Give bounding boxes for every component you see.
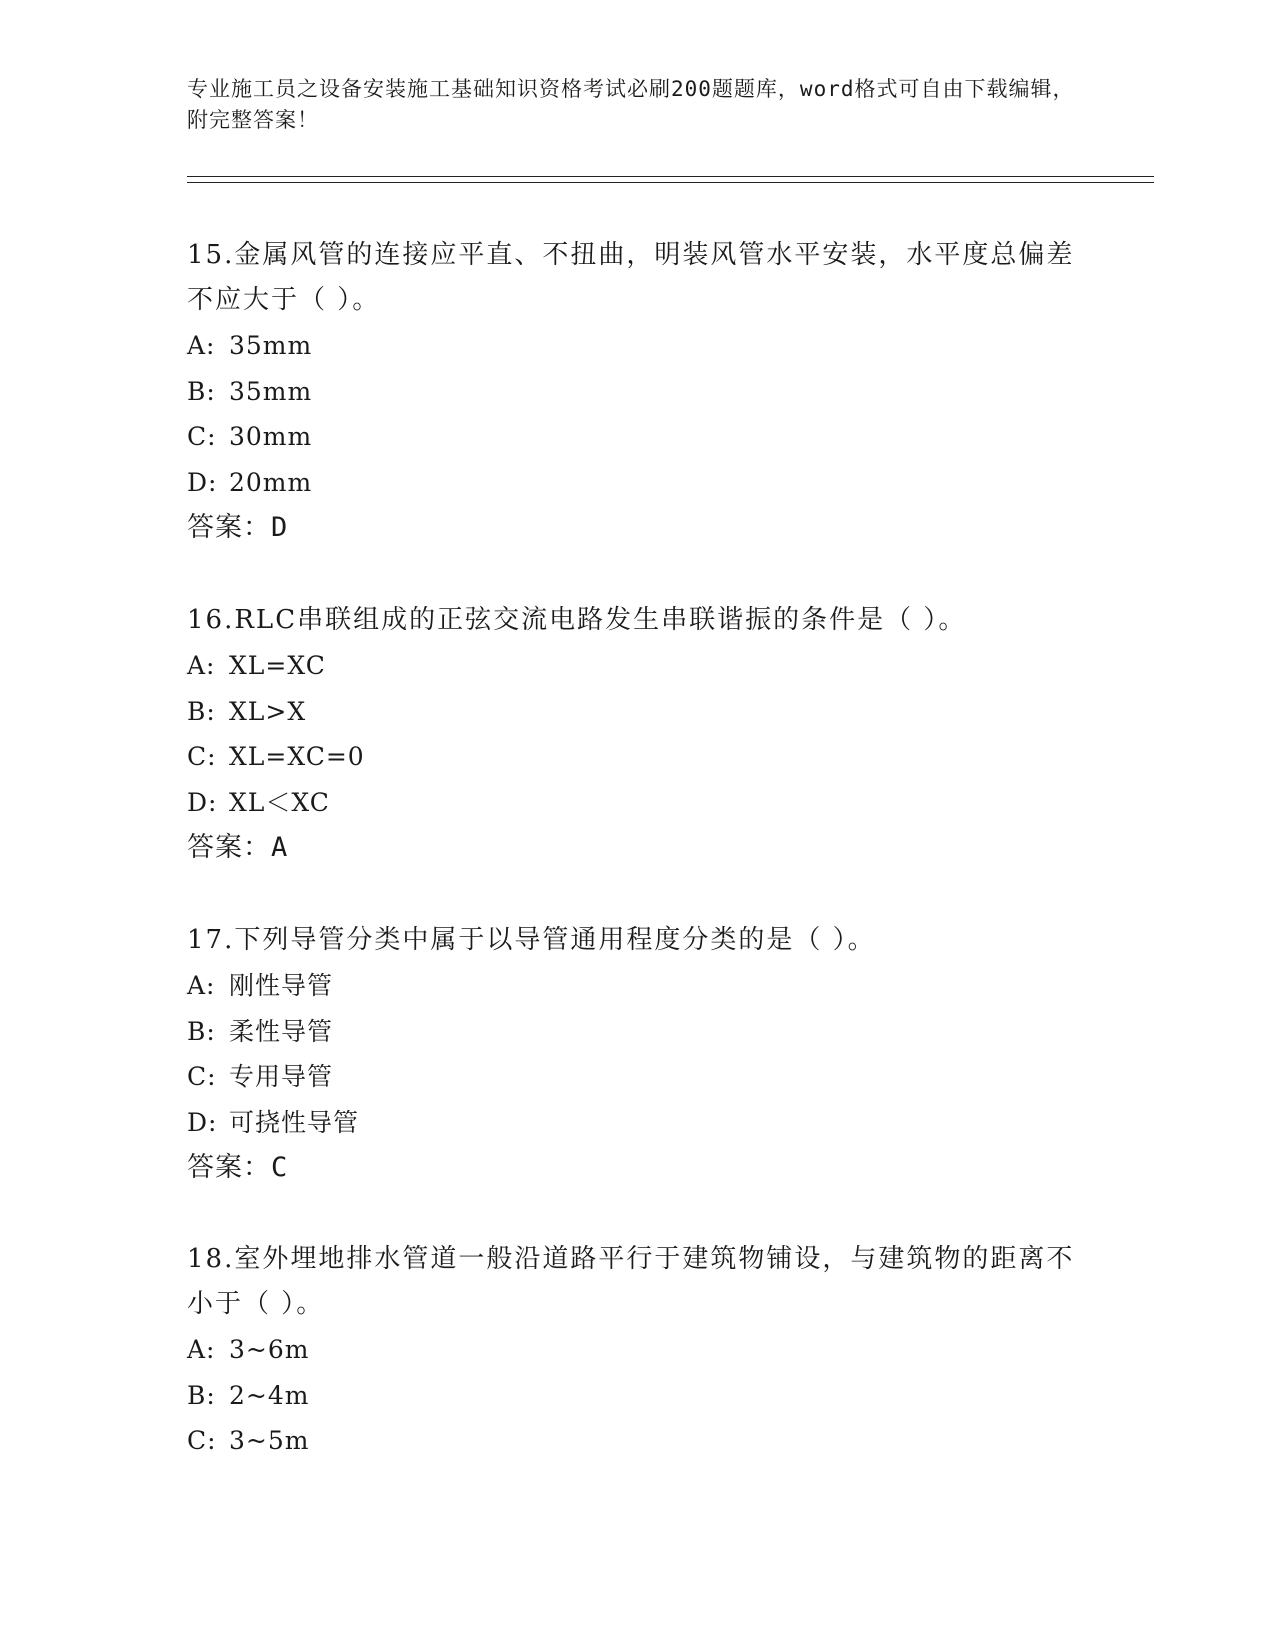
option-letter: A:: [187, 1335, 216, 1364]
option-d: [187, 460, 1087, 506]
question-stem: 18.室外埋地排水管道一般沿道路平行于建筑物铺设，与建筑物的距离不小于（ ）。: [187, 1244, 1075, 1319]
option-text: 35mm: [229, 376, 313, 406]
option-text: XL=XC=0: [229, 742, 365, 771]
option-text: 3~6m: [229, 1335, 310, 1364]
option-letter: A:: [187, 331, 216, 360]
header-divider-top: [187, 176, 1154, 177]
option-text: 可挠性导管: [229, 1107, 360, 1137]
option-letter: B:: [187, 1016, 216, 1046]
option-letter: C:: [187, 1062, 217, 1091]
question-stem: 17.下列导管分类中属于以导管通用程度分类的是（ ）。: [187, 925, 876, 955]
option-a: [187, 1327, 1087, 1373]
option-c: [187, 414, 1087, 460]
option-text: 3~5m: [229, 1426, 310, 1455]
option-text: 20mm: [229, 467, 313, 497]
option-a: [187, 323, 1087, 369]
option-letter: B:: [187, 376, 216, 406]
option-letter: C:: [187, 742, 217, 771]
question-15: [187, 233, 1087, 550]
option-text: XL＜XC: [229, 787, 330, 817]
option-c: [187, 734, 1087, 780]
option-text: 35mm: [229, 331, 313, 360]
option-text: 刚性导管: [229, 971, 334, 1000]
header-divider-bottom: [187, 182, 1154, 183]
option-b: [187, 689, 1087, 735]
option-text: 30mm: [229, 422, 313, 451]
document-header: 专业施工员之设备安装施工基础知识资格考试必刷200题题库，word格式可自由下载编辑，附完整答案！: [187, 77, 1075, 132]
option-letter: C:: [187, 422, 217, 451]
option-letter: B:: [187, 1380, 216, 1410]
option-letter: D:: [187, 787, 218, 817]
option-a: [187, 643, 1087, 689]
option-b: [187, 1373, 1087, 1419]
question-stem: 15.金属风管的连接应平直、不扭曲，明装风管水平安装，水平度总偏差不应大于（ ）。: [187, 240, 1075, 315]
option-text: XL>X: [229, 696, 307, 726]
option-text: 专用导管: [229, 1062, 334, 1091]
option-text: XL=XC: [229, 651, 326, 680]
option-c: [187, 1054, 1087, 1100]
question-16: [187, 598, 1087, 870]
option-letter: D:: [187, 1107, 218, 1137]
option-c: [187, 1418, 1087, 1464]
question-stem: 16.RLC串联组成的正弦交流电路发生串联谐振的条件是（ ）。: [187, 605, 967, 635]
question-17: [187, 918, 1087, 1190]
option-d: [187, 1100, 1087, 1146]
answer-line: 答案：C: [187, 1152, 289, 1183]
option-a: [187, 963, 1087, 1009]
option-letter: A:: [187, 971, 216, 1000]
option-letter: A:: [187, 651, 216, 680]
option-letter: C:: [187, 1426, 217, 1455]
option-b: [187, 1009, 1087, 1055]
option-text: 柔性导管: [229, 1016, 334, 1046]
option-text: 2~4m: [229, 1380, 310, 1410]
answer-line: 答案：D: [187, 512, 289, 543]
answer-line: 答案：A: [187, 832, 289, 863]
question-18: [187, 1237, 1087, 1464]
option-b: [187, 369, 1087, 415]
option-d: [187, 780, 1087, 826]
option-letter: D:: [187, 467, 218, 497]
option-letter: B:: [187, 696, 216, 726]
